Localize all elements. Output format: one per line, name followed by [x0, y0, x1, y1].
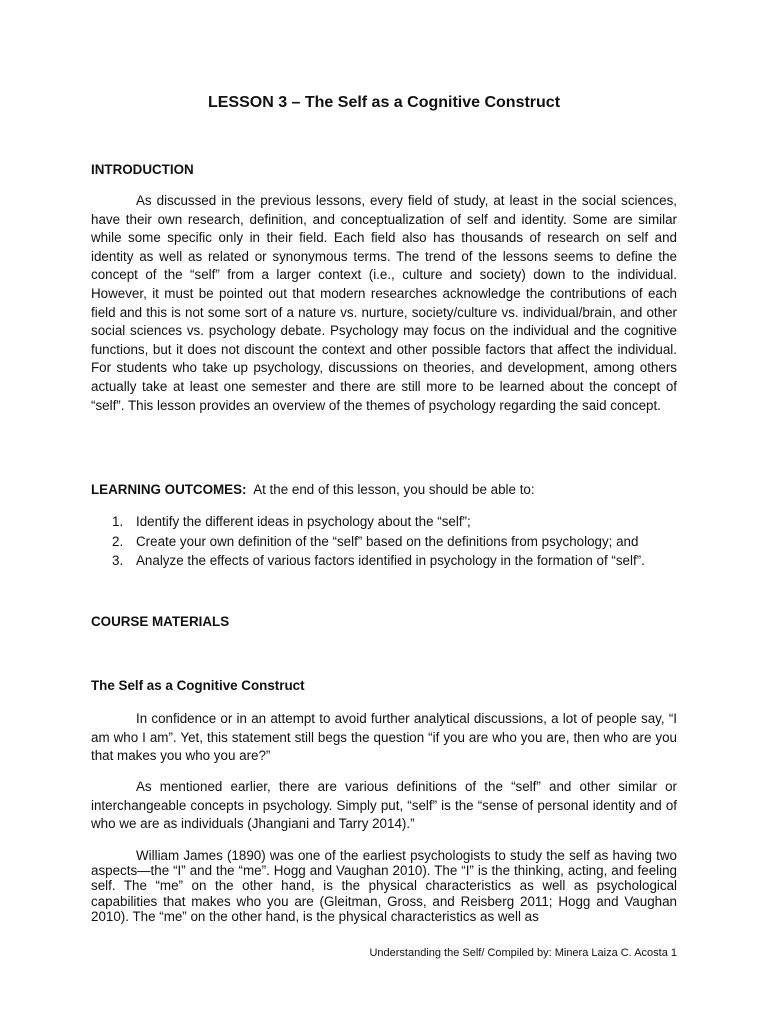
learning-outcomes-list: [112, 512, 645, 571]
list-item-number: 1.: [112, 514, 124, 529]
learning-outcomes-label: LEARNING OUTCOMES:: [91, 482, 247, 497]
introduction-heading: INTRODUCTION: [91, 162, 194, 177]
body-paragraph: In confidence or in an attempt to avoid further analytical discussions, a lot of people say, “I am who I am”. Yet, this statement still begs the question “if you are who you are, then who are you that makes you who you are?”: [91, 711, 677, 764]
list-item-number: 3.: [112, 553, 124, 568]
list-item-number: 2.: [112, 533, 124, 549]
body-paragraph: As mentioned earlier, there are various definitions of the “self” and other similar or interchangeable concepts in psychology. Simply put, “self” is the “sense of personal identity and of who we are as individuals (Jhangiani and Tarry 2014).”: [91, 779, 677, 832]
page-footer: Understanding the Self/ Compiled by: Minera Laiza C. Acosta 1: [369, 947, 677, 959]
list-item-text: Create your own definition of the “self” based on the definitions from psychology; and: [136, 533, 639, 549]
list-item: [112, 551, 645, 571]
list-item: [112, 512, 645, 532]
body-paragraph: William James (1890) was one of the earliest psychologists to study the self as having two aspects—the “I” and the “me”. Hogg and Vaughan 2010). The “I” is the thinking, acting, and feeling self. The “me” on the other hand, is the physical characteristics as well as psychological capabilities that makes who you are (Gleitman, Gross, and Reisberg 2011; Hogg and Vaughan 2010). The “me” on the other hand, is the physical characteristics as well as: [91, 848, 677, 924]
learning-outcomes-intro: At the end of this lesson, you should be able to:: [253, 482, 535, 497]
lesson-title: LESSON 3 – The Self as a Cognitive Construct: [207, 94, 561, 111]
list-item-text: Identify the different ideas in psychology about the “self”;: [136, 514, 471, 529]
course-materials-heading: COURSE MATERIALS: [91, 614, 230, 629]
list-item: [112, 532, 645, 552]
learning-outcomes: [91, 482, 535, 497]
list-item-text: Analyze the effects of various factors identified in psychology in the formation of “self”.: [136, 553, 645, 568]
introduction-paragraph: As discussed in the previous lessons, every field of study, at least in the social sciences, have their own research, definition, and conceptualization of self and identity. Some are similar while some specific only in their field. Each field also has thousands of research on self and identity as well as related or synonymous terms. The trend of the lessons seems to define the concept of the “self” from a larger context (i.e., culture and society) down to the individual. However, it must be pointed out that modern researches acknowledge the contributions of each field and this is not some sort of a nature vs. nurture, society/culture vs. individual/brain, and other social sciences vs. psychology debate. Psychology may focus on the individual and the cognitive functions, but it does not discount the context and other possible factors that affect the individual. For students who take up psychology, discussions on theories, and development, among others actually take at least one semester and there are still more to be learned about the concept of “self”. This lesson provides an overview of the themes of psychology regarding the said concept.: [91, 193, 677, 413]
section-subheading: The Self as a Cognitive Construct: [91, 678, 305, 693]
